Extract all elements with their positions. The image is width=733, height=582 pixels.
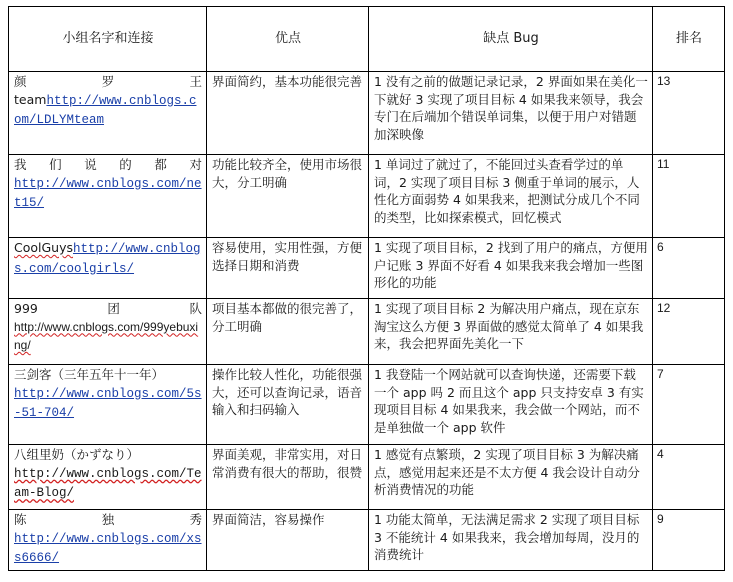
team-link[interactable]: http://www.cnblogs.com/5s-51-704/ [14,386,202,421]
table-row [9,72,725,155]
pros-cell: 项目基本都做的很完善了，分工明确 [207,299,369,365]
cons-cell: 1 我登陆一个网站就可以查询快递，还需要下载一个 app 吗 2 而且这个 app 只支持安卓 3 有实现项目目标 4 如果我来，我会做一个网站，而不是单独做一个 app 软件 [369,365,653,445]
team-name: 999 团 队 [14,301,202,316]
team-cell [9,445,207,510]
team-name: 颜 罗 王 [14,74,202,89]
table-row [9,238,725,299]
cons-cell: 1 实现了项目目标 2 为解决用户痛点，现在京东淘宝这么方便 3 界面做的感觉太简单了 4 如果我来，我会把界面先美化一下 [369,299,653,365]
pros-cell: 操作比较人性化，功能很强大，还可以查询记录，语音输入和扫码输入 [207,365,369,445]
team-url: http://www.cnblogs.com/999yebuxing/ [14,319,199,353]
rank-cell: 13 [653,72,725,155]
table-row [9,445,725,510]
rank-cell: 9 [653,510,725,571]
rank-cell: 11 [653,155,725,238]
table-row [9,510,725,571]
team-url: http://www.cnblogs.com/Team-Blog/ [14,466,202,501]
rank-cell: 12 [653,299,725,365]
header-rank: 排名 [653,7,725,72]
team-name: 陈 独 秀 [14,512,202,527]
pros-cell: 容易使用，实用性强，方便选择日期和消费 [207,238,369,299]
team-evaluation-table [8,6,725,571]
team-cell [9,365,207,445]
evaluation-sheet [8,6,724,571]
team-link[interactable]: http://www.cnblogs.com/net15/ [14,176,202,211]
team-cell [9,299,207,365]
cons-cell: 1 功能太简单，无法满足需求 2 实现了项目目标 3 不能统计 4 如果我来，我会增加每周，没月的消费统计 [369,510,653,571]
rank-cell: 6 [653,238,725,299]
cons-cell: 1 实现了项目目标，2 找到了用户的痛点，方便用户记账 3 界面不好看 4 如果我来我会增加一些图形化的功能 [369,238,653,299]
team-link[interactable]: http://www.cnblogs.com/xss6666/ [14,531,202,566]
table-row [9,155,725,238]
team-name: 我们说的都对 [14,157,202,172]
header-cons: 缺点 Bug [369,7,653,72]
header-pros: 优点 [207,7,369,72]
cons-cell: 1 感觉有点繁琐，2 实现了项目目标 3 为解决痛点，感觉用起来还是不太方便 4 我会设计自动分析消费情况的功能 [369,445,653,510]
table-row [9,365,725,445]
header-team: 小组名字和连接 [9,7,207,72]
team-cell [9,72,207,155]
team-name: 八组里奶（かずなり） [14,447,140,462]
table-header-row [9,7,725,72]
team-cell [9,238,207,299]
table-row [9,299,725,365]
rank-cell: 4 [653,445,725,510]
cons-cell: 1 没有之前的做题记录记录，2 界面如果在美化一下就好 3 实现了项目目标 4 如果我来领导，我会专门在后端加个错误单词集，以便于用户对错题加深映像 [369,72,653,155]
team-cell [9,155,207,238]
team-cell [9,510,207,571]
team-link[interactable]: http://www.cnblogs.com/coolgirls/ [14,242,201,276]
pros-cell: 界面简约，基本功能很完善 [207,72,369,155]
pros-cell: 功能比较齐全，使用市场很大，分工明确 [207,155,369,238]
team-prefix: team [14,91,47,107]
team-link[interactable]: http://www.cnblogs.com/LDLYMteam [14,93,197,128]
team-name: CoolGuys [14,240,74,255]
team-name: 三剑客（三年五年十一年） [14,367,165,382]
pros-cell: 界面美观，非常实用，对日常消费有很大的帮助，很赞 [207,445,369,510]
rank-cell: 7 [653,365,725,445]
pros-cell: 界面简洁，容易操作 [207,510,369,571]
cons-cell: 1 单词过了就过了，不能回过头查看学过的单词，2 实现了项目目标 3 侧重于单词的展示，人性化方面弱势 4 如果我来，把测试分成几个不同的类型，比如探索模式，回忆模式 [369,155,653,238]
